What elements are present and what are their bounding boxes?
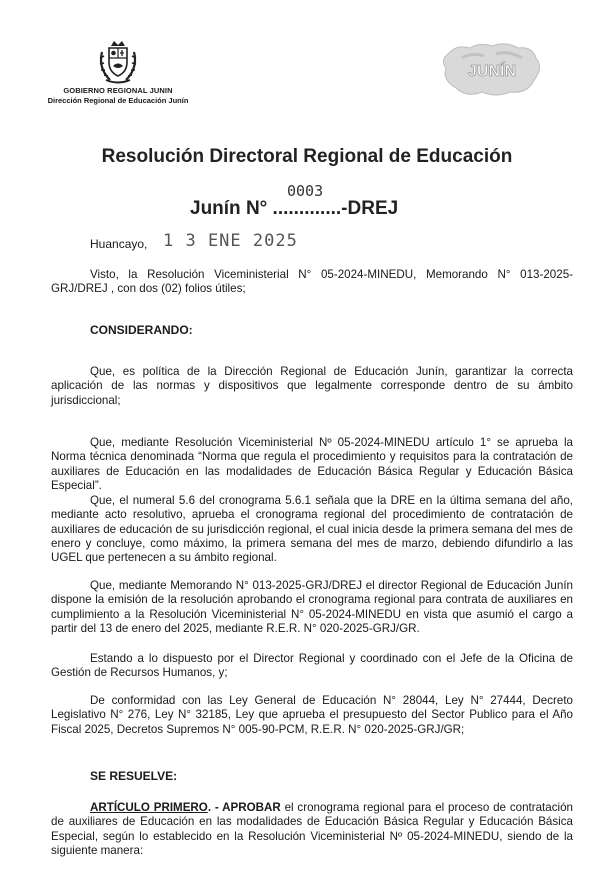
considerando-paragraph-4: Que, mediante Memorando N° 013-2025-GRJ/DREJ el director Regional de Educación Junín dispone la emisión de la resolución aprobando el cronograma regional para contrata de auxiliares en cumplimiento a la Resolución Viceministerial N° 05-2024-MINEDU en vista que asumió el cargo a partir del 13 de enero del 2025, mediante R.E.R. N° 020-2025-GRJ/GR. — [51, 579, 573, 635]
resolution-number-prefix: Junín N° — [190, 198, 268, 219]
directorate-name: Dirección Regional de Educación Junín — [47, 96, 189, 105]
junin-region-logo — [436, 40, 546, 100]
considerando-paragraph-2: Que, mediante Resolución Viceministerial Nº 05-2024-MINEDU artículo 1° se aprueba la Norma técnica denominada “Norma que regula el procedimiento y requisitos para la contratación de auxiliares de Educación en las modalidades de Educación Básica Regular y Educación Básica Especial”. — [51, 436, 573, 492]
resolution-number-suffix: -DREJ — [341, 198, 399, 219]
date-place: Huancayo, — [90, 237, 148, 251]
articulo-label: ARTÍCULO PRIMERO — [90, 801, 208, 814]
considerando-paragraph-5: Estando a lo dispuesto por el Director Regional y coordinado con el Jefe de la Oficina de Gestión de Recursos Humanos, y; — [51, 652, 573, 680]
considerando-paragraph-6: De conformidad con las Ley General de Educación N° 28044, Ley N° 27444, Decreto Legislativo N° 276, Ley N° 32185, Ley que aprueba el presupuesto del Sector Publico para el Año Fiscal 2025, Decretos Supremos N° 005-90-PCM, R.E.R. N° 020-2025-GRJ/GR; — [51, 694, 573, 736]
considerando-paragraph-1: Que, es política de la Dirección Regional de Educación Junín, garantizar la correcta aplicación de las normas y dispositivos que legalmente corresponde dentro de su ámbito jurisdiccional; — [51, 365, 573, 407]
header-government-block — [38, 38, 198, 105]
resolution-number-stamp: 0003 — [287, 182, 324, 200]
considerando-heading: CONSIDERANDO: — [90, 323, 193, 337]
articulo-text: el cronograma regional para el proceso de contratación de auxiliares de Educación en las modalidades de Educación Básica Regular y Educación Básica Especial, según lo establecido en la Resolución Viceministerial Nº 05-2024-MINEDU, siendo de la siguiente manera: — [51, 801, 573, 857]
date-stamp: 1 3 ENE 2025 — [163, 231, 298, 251]
resolution-number-dots: ............. — [272, 198, 342, 219]
document-title: Resolución Directoral Regional de Educación — [101, 146, 513, 167]
considerando-paragraph-3: Que, el numeral 5.6 del cronograma 5.6.1 señala que la DRE en la última semana del año, mediante acto resolutivo, aprueba el cronograma regional del procedimiento de contratación de auxiliares de educación de su jurisdicción regional, el cual inicia desde la primera semana del mes de enero y concluye, como máximo, la primera semana del mes de marzo, debiendo difundirlo a las UGEL que pertenecen a su ámbito regional. — [51, 494, 573, 565]
articulo-primero-paragraph — [51, 801, 573, 858]
visto-paragraph — [51, 268, 573, 297]
articulo-sep: . - — [207, 801, 223, 814]
visto-text: Visto, la Resolución Viceministerial N° 05-2024-MINEDU, Memorando N° 013-2025-GRJ/DREJ , con dos (02) folios útiles; — [51, 268, 573, 296]
coat-of-arms-seal-icon — [96, 38, 140, 84]
resolution-number-line — [190, 198, 398, 220]
resuelve-heading: SE RESUELVE: — [90, 769, 178, 783]
junin-logo-text: JUNÍN — [467, 63, 517, 80]
articulo-action: APROBAR — [222, 801, 281, 814]
government-name: GOBIERNO REGIONAL JUNIN — [63, 86, 173, 95]
